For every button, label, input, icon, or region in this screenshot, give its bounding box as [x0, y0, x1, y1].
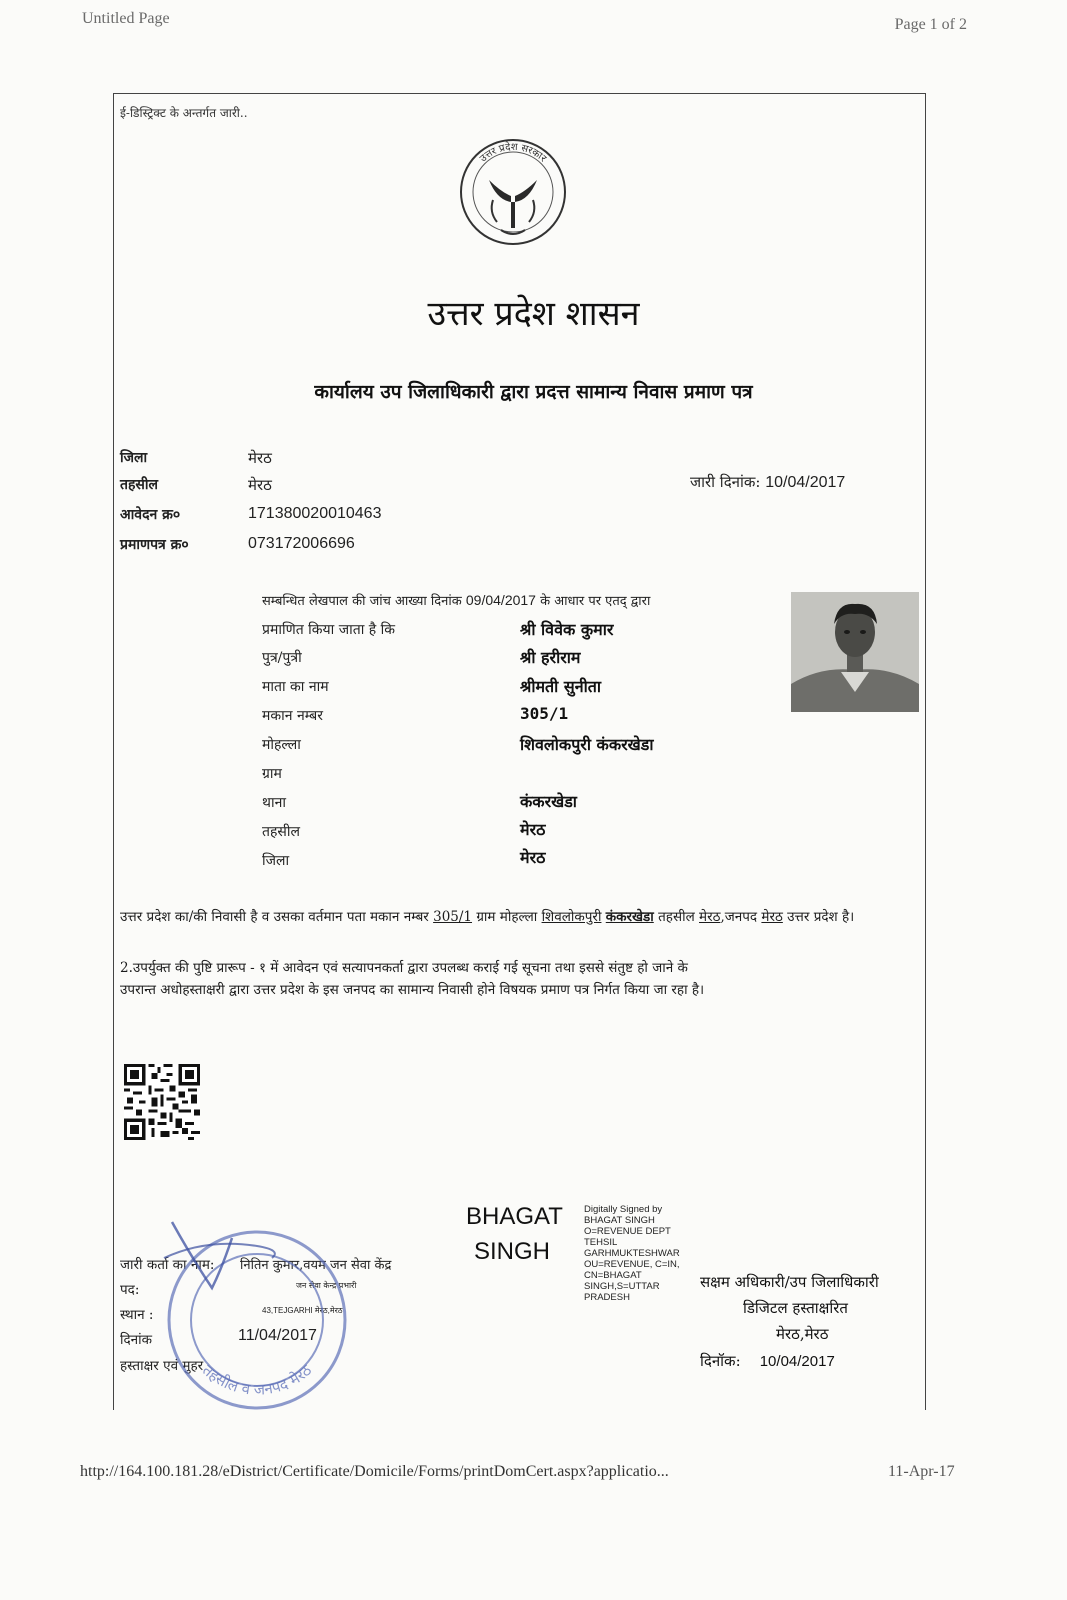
digital-signature-line: OU=REVENUE, C=IN, — [584, 1259, 680, 1270]
application-number-value: 171380020010463 — [248, 505, 382, 522]
authority-date-label: दिनॉक: — [700, 1352, 741, 1370]
digital-signature-line: BHAGAT SINGH — [584, 1215, 655, 1226]
field-value-police-station: कंकरखेडा — [520, 792, 577, 811]
verification-intro — [262, 591, 650, 609]
field-label-certified: प्रमाणित किया जाता है कि — [262, 622, 396, 638]
digital-signature-line: CN=BHAGAT — [584, 1270, 642, 1281]
residence-statement — [120, 906, 920, 928]
issue-date — [690, 472, 845, 492]
field-label-tehsil: तहसील — [262, 824, 300, 840]
digital-signature-line: PRADESH — [584, 1292, 630, 1303]
district-label: जिला — [120, 450, 148, 466]
district-value: मेरठ — [248, 449, 272, 467]
certificate-number-value: 073172006696 — [248, 535, 355, 552]
tehsil-value: मेरठ — [248, 476, 272, 494]
residence-text-1: उत्तर प्रदेश का/की निवासी है व उसका वर्तमान पता मकान नम्बर — [120, 909, 429, 925]
digital-signature-line: O=REVENUE DEPT — [584, 1226, 671, 1237]
authority-date-value: 10/04/2017 — [759, 1353, 835, 1370]
applicant-photo — [791, 592, 919, 712]
confirmation-line-1: 2.उपर्युक्त की पुष्टि प्रारूप - १ में आवेदन एवं सत्यापनकर्ता द्वारा उपलब्ध कराई गई सूचना तथा इससे संतुष्ट हो जाने के — [120, 960, 688, 976]
confirmation-statement — [120, 957, 920, 1001]
issued-by-label: जारी कर्ता का नाम: — [120, 1257, 215, 1273]
report-date: 09/04/2017 — [465, 592, 536, 608]
field-value-tehsil: मेरठ — [520, 820, 546, 839]
residence-locality: शिवलोकपुरी — [541, 909, 602, 925]
authority-signed-note: डिजिटल हस्ताक्षरित — [743, 1299, 848, 1317]
issued-by-value: नितिन कुमार,वयम जन सेवा केंद्र — [240, 1258, 392, 1273]
place-label: स्थान : — [120, 1307, 154, 1323]
residence-text-3: तहसील — [658, 909, 695, 925]
svg-text:तहसील व जनपद मेरठ: तहसील व जनपद मेरठ — [198, 1361, 316, 1399]
document-title: उत्तर प्रदेश शासन — [427, 294, 640, 334]
post-value: जन सेवा केन्द्र प्रभारी — [296, 1281, 357, 1290]
field-value-house-number: 305/1 — [520, 704, 569, 723]
residence-locality-2: कंकरखेडा — [605, 909, 654, 925]
residence-tehsil: मेरठ — [699, 909, 721, 925]
residence-house-number: 305/1 — [433, 909, 473, 925]
print-date: 11-Apr-17 — [888, 1463, 955, 1480]
residence-district: मेरठ — [761, 909, 783, 925]
issue-date-value: 10/04/2017 — [765, 474, 846, 491]
issuer-date-value: 11/04/2017 — [238, 1327, 317, 1344]
residence-text-4: ,जनपद — [720, 909, 758, 925]
signer-name-top: BHAGAT — [466, 1203, 563, 1230]
official-seal-stamp — [152, 1218, 362, 1423]
digital-signature-line: GARHMUKTESHWAR — [584, 1248, 680, 1259]
post-label: पद: — [120, 1282, 140, 1298]
field-value-locality: शिवलोकपुरी कंकरखेडा — [520, 735, 654, 754]
authority-title: सक्षम अधिकारी/उप जिलाधिकारी — [700, 1273, 879, 1291]
issued-note: ई-डिस्ट्रिक्ट के अन्तर्गत जारी.. — [120, 106, 248, 120]
signer-name-bottom: SINGH — [474, 1238, 551, 1265]
tehsil-label: तहसील — [120, 477, 158, 493]
field-label-locality: मोहल्ला — [262, 737, 301, 753]
qr-code — [124, 1064, 200, 1140]
field-label-house-number: मकान नम्बर — [262, 708, 324, 724]
field-value-mother: श्रीमती सुनीता — [520, 677, 601, 696]
digital-signature-details — [584, 1204, 680, 1303]
field-label-mother: माता का नाम — [262, 679, 329, 695]
intro-text-after: के आधार पर एतद् द्वारा — [540, 594, 651, 609]
intro-text-before: सम्बन्धित लेखपाल की जांच आख्या दिनांक — [262, 594, 462, 609]
field-label-village: ग्राम — [262, 766, 282, 782]
page-count: Page 1 of 2 — [894, 16, 967, 33]
seal-label: हस्ताक्षर एवं मुहर — [120, 1358, 204, 1374]
digital-signature-line: Digitally Signed by — [584, 1204, 663, 1215]
page-url: http://164.100.181.28/eDistrict/Certificate/Domicile/Forms/printDomCert.aspx?applicatio... — [80, 1463, 669, 1480]
field-value-name: श्री विवेक कुमार — [520, 620, 614, 639]
residence-text-2: ग्राम मोहल्ला — [476, 909, 538, 925]
place-value: 43,TEJGARHI मेरठ,मेरठ — [262, 1306, 343, 1315]
svg-text:उत्तर प्रदेश सरकार: उत्तर प्रदेश सरकार — [477, 141, 549, 165]
digital-signature-line: TEHSIL — [584, 1237, 618, 1248]
document-subtitle: कार्यालय उप जिलाधिकारी द्वारा प्रदत्त सामान्य निवास प्रमाण पत्र — [314, 381, 753, 403]
field-label-son-daughter: पुत्र/पुत्री — [262, 650, 302, 666]
up-government-emblem-icon — [449, 130, 577, 250]
field-label-police-station: थाना — [262, 795, 286, 811]
page-title: Untitled Page — [82, 10, 170, 27]
residence-text-5: उत्तर प्रदेश है। — [787, 909, 855, 925]
issuer-date-label: दिनांक — [120, 1332, 153, 1348]
field-value-district: मेरठ — [520, 848, 546, 867]
confirmation-line-2: उपरान्त अधोहस्ताक्षरी द्वारा उत्तर प्रदेश के इस जनपद का सामान्य निवासी होने विषयक प्रमाण पत्र निर्गत किया जा रहा है। — [120, 982, 705, 998]
issue-date-label: जारी दिनांक: — [690, 473, 761, 491]
certificate-number-label: प्रमाणपत्र क्र० — [120, 537, 189, 553]
digital-signature-line: SINGH,S=UTTAR — [584, 1281, 660, 1292]
authority-place: मेरठ,मेरठ — [776, 1325, 829, 1343]
field-value-father: श्री हरीराम — [520, 648, 581, 667]
application-number-label: आवेदन क्र० — [120, 507, 181, 523]
authority-date — [700, 1351, 835, 1371]
field-label-district: जिला — [262, 853, 290, 869]
